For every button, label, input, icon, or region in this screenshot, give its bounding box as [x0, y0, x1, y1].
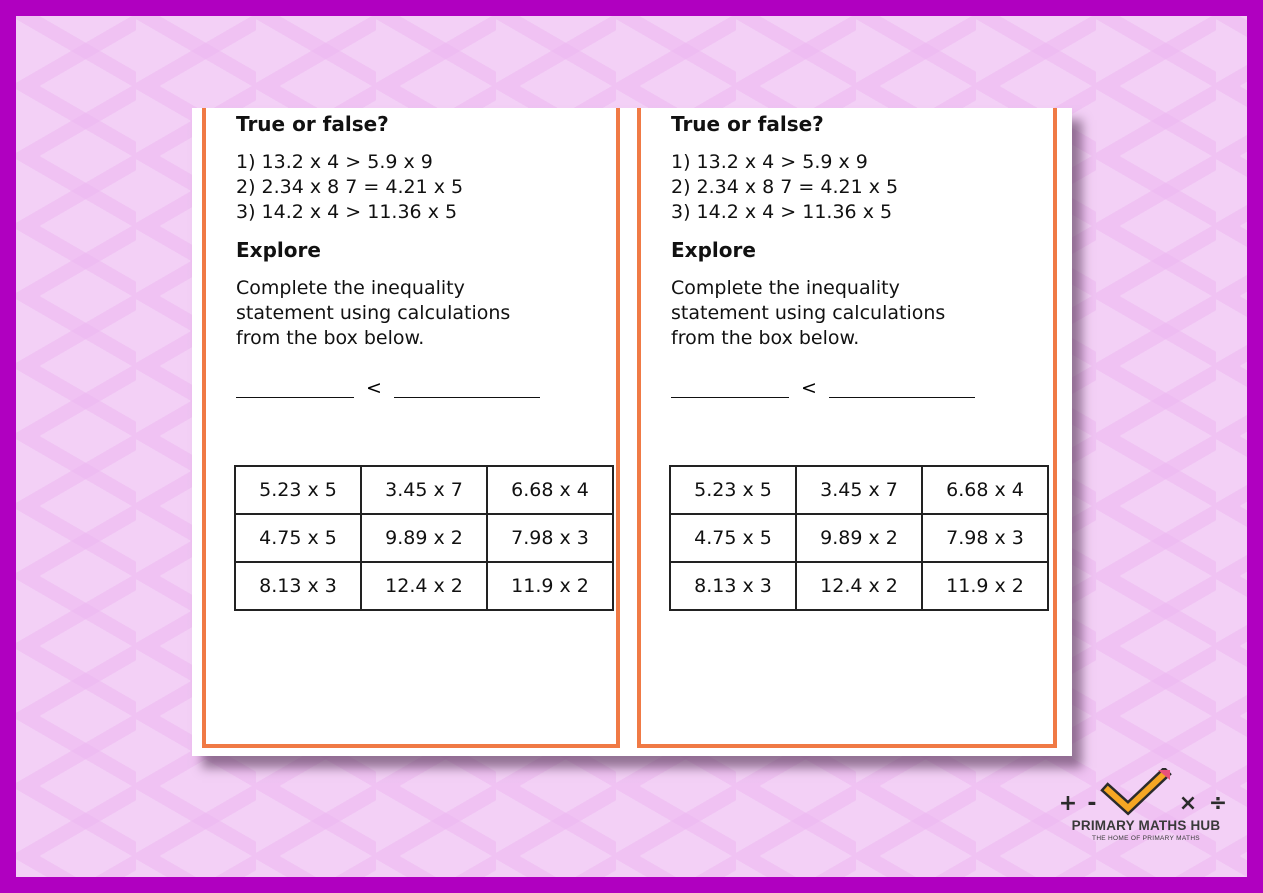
calc-cell: 4.75 x 5: [670, 514, 796, 562]
task-line: Complete the inequality: [671, 277, 900, 299]
calc-cell: 8.13 x 3: [670, 562, 796, 610]
card-content: [671, 108, 1061, 351]
task-card-left: [202, 108, 620, 748]
less-than-symbol: <: [801, 377, 817, 399]
calc-cell: 11.9 x 2: [922, 562, 1048, 610]
answer-blank-right[interactable]: [394, 378, 540, 398]
inequality-statement: [236, 378, 540, 398]
worksheet: [192, 108, 1072, 756]
answer-blank-left[interactable]: [236, 378, 354, 398]
calc-cell: 5.23 x 5: [670, 466, 796, 514]
calc-cell: 8.13 x 3: [235, 562, 361, 610]
calc-cell: 6.68 x 4: [487, 466, 613, 514]
times-icon: ×: [1178, 791, 1198, 816]
explore-title: Explore: [236, 238, 321, 262]
question-item: 2) 2.34 x 8 7 = 4.21 x 5: [236, 176, 464, 198]
question-item: 3) 14.2 x 4 > 11.36 x 5: [236, 201, 458, 223]
card-title: True or false?: [671, 112, 824, 136]
question-list: [236, 150, 626, 225]
task-card-right: [637, 108, 1057, 748]
question-item: 3) 14.2 x 4 > 11.36 x 5: [671, 201, 893, 223]
task-text: [671, 276, 1061, 351]
table-row: [235, 466, 613, 514]
calc-cell: 5.23 x 5: [235, 466, 361, 514]
table-row: [235, 562, 613, 610]
question-item: 1) 13.2 x 4 > 5.9 x 9: [236, 151, 433, 173]
calc-cell: 12.4 x 2: [361, 562, 487, 610]
check-icon: [1108, 770, 1170, 808]
primary-maths-hub-logo[interactable]: [1046, 768, 1246, 848]
logo-tagline: THE HOME OF PRIMARY MATHS: [1092, 835, 1200, 842]
calc-cell: 3.45 x 7: [361, 466, 487, 514]
inequality-statement: [671, 378, 975, 398]
answer-blank-left[interactable]: [671, 378, 789, 398]
card-title: True or false?: [236, 112, 389, 136]
plus-icon: +: [1058, 791, 1078, 816]
background-canvas: [16, 16, 1247, 877]
less-than-symbol: <: [366, 377, 382, 399]
answer-blank-right[interactable]: [829, 378, 975, 398]
calculation-grid: [669, 465, 1049, 611]
card-content: [236, 108, 626, 351]
task-line: statement using calculations: [236, 302, 511, 324]
calc-cell: 7.98 x 3: [487, 514, 613, 562]
task-line: statement using calculations: [671, 302, 946, 324]
calc-cell: 9.89 x 2: [796, 514, 922, 562]
divide-icon: ÷: [1208, 791, 1228, 816]
calc-cell: 11.9 x 2: [487, 562, 613, 610]
table-row: [670, 514, 1048, 562]
calc-cell: 7.98 x 3: [922, 514, 1048, 562]
calc-cell: 3.45 x 7: [796, 466, 922, 514]
table-row: [670, 562, 1048, 610]
logo-mark-icon: [1046, 768, 1246, 816]
question-item: 2) 2.34 x 8 7 = 4.21 x 5: [671, 176, 899, 198]
calculation-grid: [234, 465, 614, 611]
minus-icon: -: [1087, 791, 1097, 816]
calc-cell: 6.68 x 4: [922, 466, 1048, 514]
question-item: 1) 13.2 x 4 > 5.9 x 9: [671, 151, 868, 173]
calc-cell: 9.89 x 2: [361, 514, 487, 562]
logo-name: PRIMARY MATHS HUB: [1071, 818, 1221, 833]
calc-cell: 4.75 x 5: [235, 514, 361, 562]
task-text: [236, 276, 626, 351]
task-line: from the box below.: [671, 327, 860, 349]
task-line: from the box below.: [236, 327, 425, 349]
calc-cell: 12.4 x 2: [796, 562, 922, 610]
explore-title: Explore: [671, 238, 756, 262]
question-list: [671, 150, 1061, 225]
task-line: Complete the inequality: [236, 277, 465, 299]
table-row: [670, 466, 1048, 514]
table-row: [235, 514, 613, 562]
